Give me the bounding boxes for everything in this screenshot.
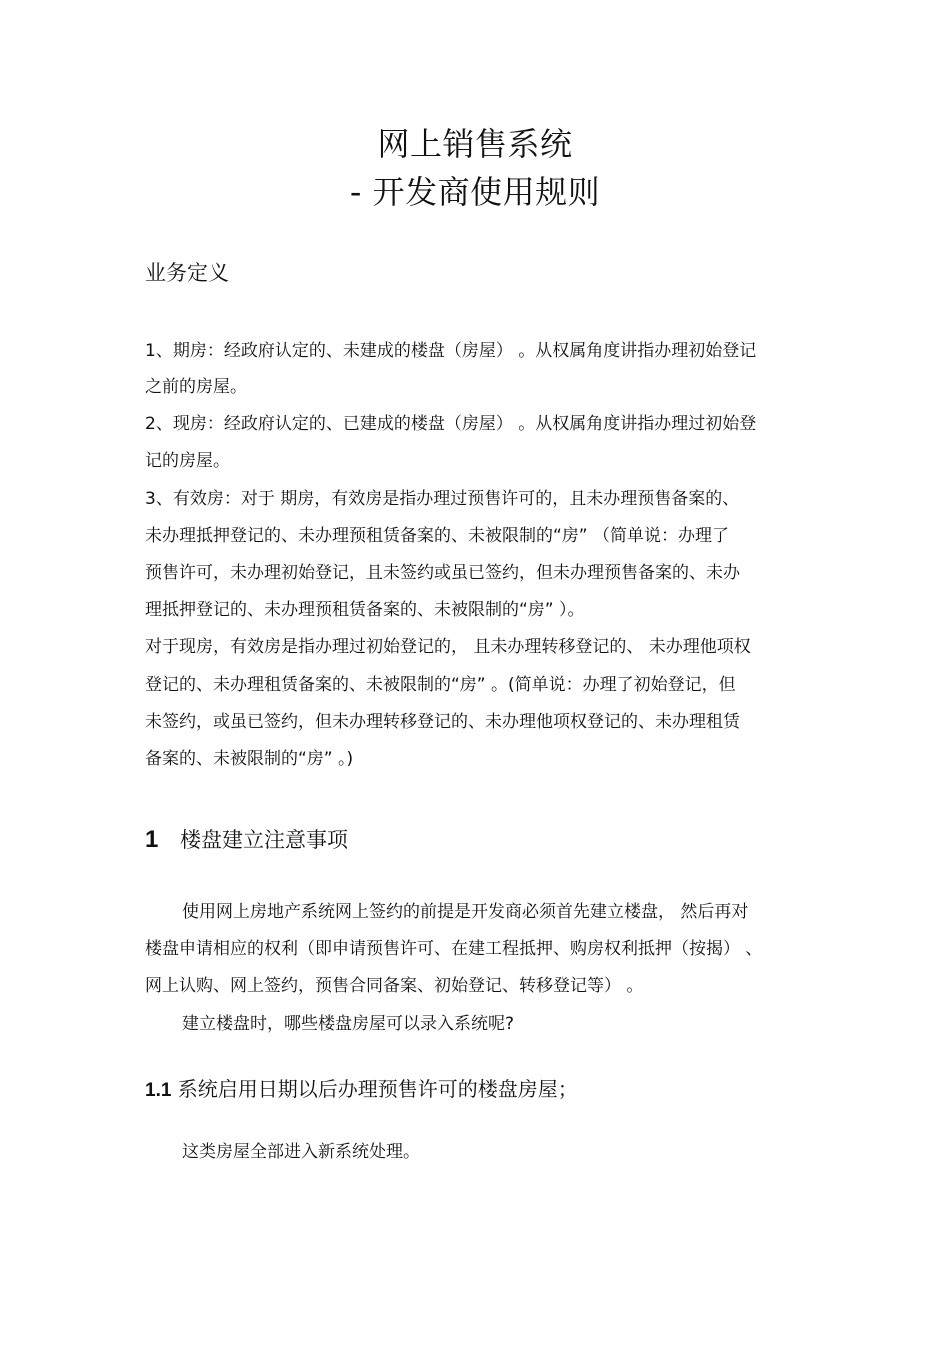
- definition-line: 未办理抵押登记的、未办理预租赁备案的、未被限制的“房” （简单说：办理了: [145, 526, 730, 546]
- document-title-line-2: - 开发商使用规则: [349, 173, 601, 211]
- heading-1-1: [145, 1075, 578, 1105]
- document-title-line-1: 网上销售系统: [377, 125, 573, 163]
- section-heading-definitions: 业务定义: [145, 261, 229, 285]
- paragraph-line: 这类房屋全部进入新系统处理。: [182, 1142, 420, 1162]
- definition-line: 登记的、未办理租赁备案的、未被限制的“房” 。(简单说：办理了初始登记，但: [145, 675, 736, 695]
- paragraph-line: 使用网上房地产系统网上签约的前提是开发商必须首先建立楼盘， 然后再对: [182, 902, 749, 922]
- heading-1-1-text: 系统启用日期以后办理预售许可的楼盘房屋；: [177, 1077, 578, 1101]
- definition-line: 备案的、未被限制的“房” 。): [145, 749, 354, 769]
- heading-1-1-number: 1.1: [145, 1080, 172, 1101]
- paragraph-line: 楼盘申请相应的权利（即申请预售许可、在建工程抵押、购房权利抵押（按揭） 、: [145, 939, 763, 959]
- definition-line: 理抵押登记的、未办理预租赁备案的、未被限制的“房” ）。: [145, 600, 585, 620]
- definition-line: 2、现房：经政府认定的、已建成的楼盘（房屋） 。从权属角度讲指办理过初始登: [145, 414, 757, 434]
- paragraph-line: 建立楼盘时，哪些楼盘房屋可以录入系统呢?: [182, 1014, 515, 1034]
- definition-line: 3、有效房：对于 期房，有效房是指办理过预售许可的，且未办理预售备案的、: [145, 489, 740, 509]
- paragraph-line: 网上认购、网上签约，预售合同备案、初始登记、转移登记等） 。: [145, 976, 644, 996]
- definition-line: 记的房屋。: [145, 451, 230, 471]
- definition-line: 未签约，或虽已签约，但未办理转移登记的、未办理他项权登记的、未办理租赁: [145, 712, 740, 732]
- definition-line: 对于现房，有效房是指办理过初始登记的， 且未办理转移登记的、 未办理他项权: [145, 637, 751, 657]
- heading-1-text: 楼盘建立注意事项: [180, 828, 348, 852]
- heading-1-number: 1: [145, 826, 159, 853]
- definition-line: 1、期房：经政府认定的、未建成的楼盘（房屋） 。从权属角度讲指办理初始登记: [145, 341, 757, 361]
- definition-line: 预售许可，未办理初始登记，且未签约或虽已签约，但未办理预售备案的、未办: [145, 563, 740, 583]
- definition-line: 之前的房屋。: [145, 377, 247, 397]
